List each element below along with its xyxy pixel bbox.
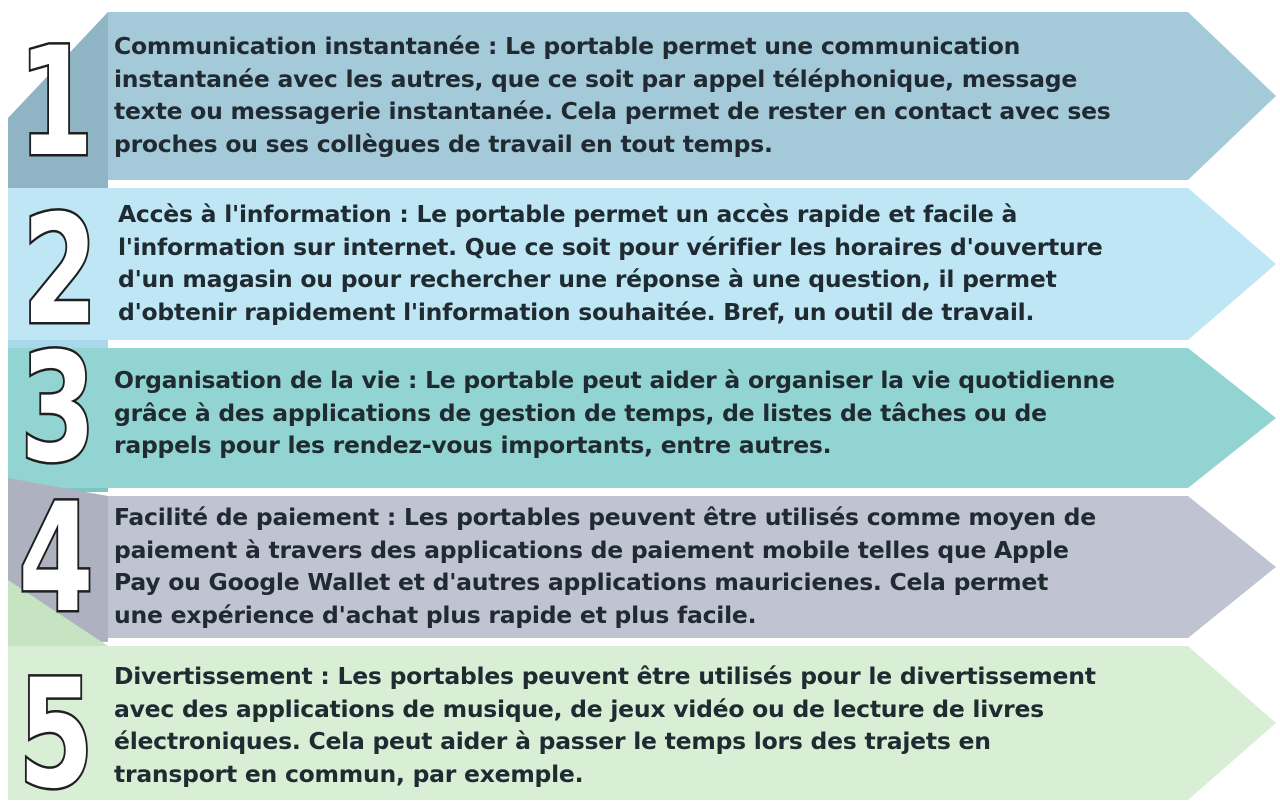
step-3-text: Organisation de la vie : Le portable peut aider à organiser la vie quotidienne grâce à des applications de gestion de temps, de listes de tâches ou de rappels pour les rendez-vous importants, entre autres. [114, 366, 1115, 459]
step-5-text: Divertissement : Les portables peuvent être utilisés pour le divertissement avec des applications de musique, de jeux vidéo ou de lecture de livres électroniques. Cela peut aider à passer le temps lors des trajets en transport en commun, par exemple. [114, 662, 1096, 788]
step-2-number: 2 [22, 183, 98, 358]
step-4-text: Facilité de paiement : Les portables peuvent être utilisés comme moyen de paiement à travers des applications de paiement mobile telles que Apple Pay ou Google Wallet et d'autres applications mauricienes. Cela permet une expérience d'achat plus rapide et plus facile. [114, 503, 1096, 629]
step-4-number: 4 [18, 471, 94, 646]
step-1-number: 1 [18, 15, 94, 190]
step-5-number: 5 [18, 647, 94, 809]
step-2-text: Accès à l'information : Le portable permet un accès rapide et facile à l'information sur internet. Que ce soit pour vérifier les horaires d'ouverture d'un magasin ou pour rechercher une réponse à une question, il permet d'obtenir rapidement l'information souhaitée. Bref, un outil de travail. [118, 200, 1103, 326]
step-3-number: 3 [20, 321, 96, 496]
step-1-text: Communication instantanée : Le portable permet une communication instantanée avec les autres, que ce soit par appel téléphonique, message texte ou messagerie instantanée. Cela permet de rester en contact avec ses proches ou ses collègues de travail en tout temps. [114, 32, 1111, 158]
